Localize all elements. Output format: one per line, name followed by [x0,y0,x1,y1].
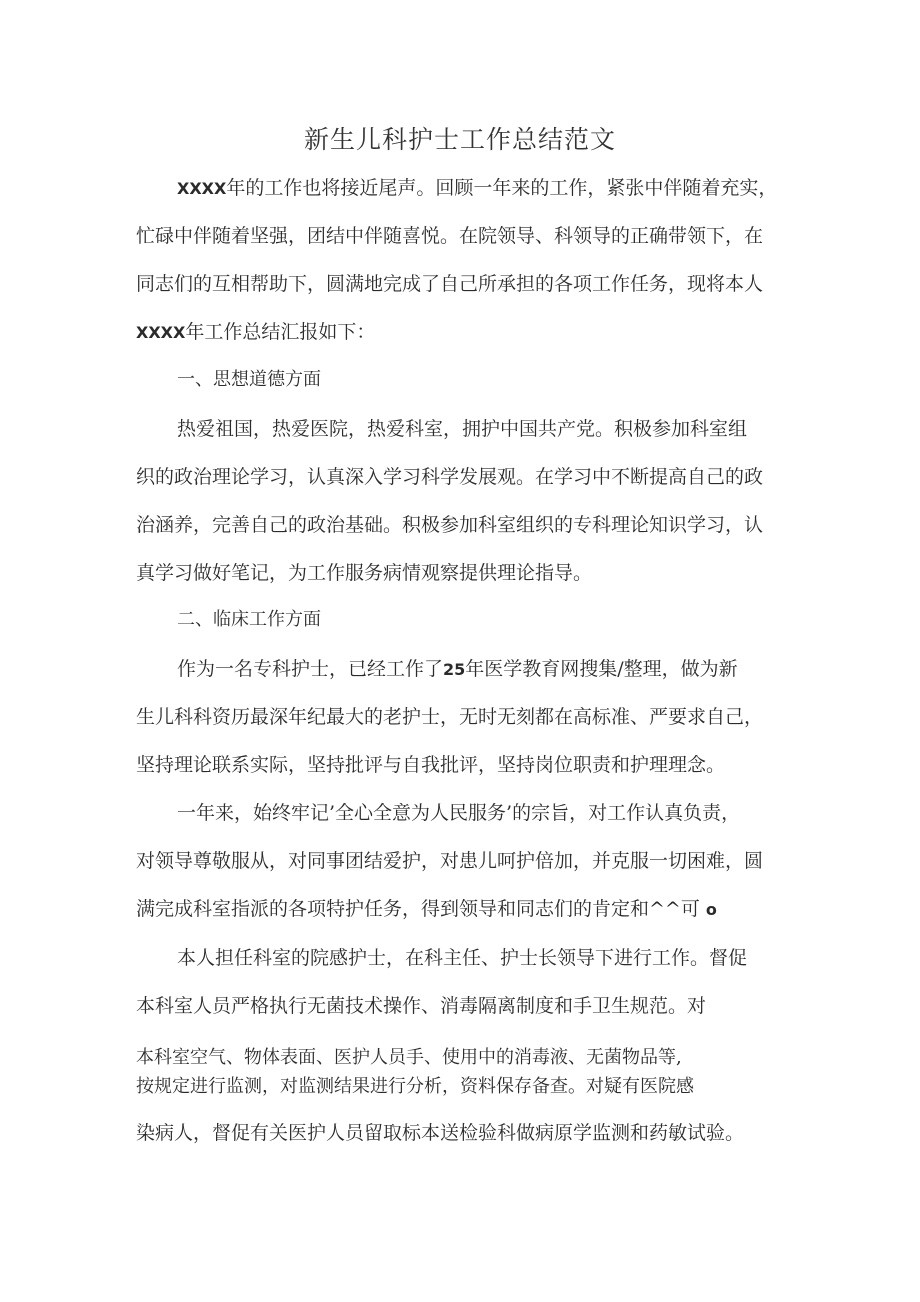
paragraph-2-line-3: 治涵养，完善自己的政治基础。积极参加科室组织的专科理论知识学习，认 [136,514,764,536]
paragraph-1-line-4 [136,320,375,345]
year-placeholder: XXXX [177,179,227,198]
text-span: 满完成科室指派的各项特护任务，得到领导和同志们的肯定和 [136,898,650,920]
text-span: 年工作总结汇报如下： [185,321,376,343]
text-span: ^^可 [649,898,700,920]
paragraph-3-line-3: 坚持理论联系实际，坚持批评与自我批评，坚持岗位职责和护理理念。 [136,754,726,776]
document-title: 新生儿科护士工作总结范文 [303,125,616,154]
paragraph-3-line-2: 生儿科科资历最深年纪最大的老护士，无时无刻都在高标准、严要求自己， [136,706,764,728]
year-placeholder: XXXX [136,323,186,342]
section-heading-1: 一、思想道德方面 [177,369,321,390]
paragraph-5-line-2: 本科室人员严格执行无菌技术操作、消毒隔离制度和手卫生规范。对 [136,995,707,1017]
paragraph-2-line-2: 织的政治理论学习，认真深入学习科学发展观。在学习中不断提高自己的政 [136,466,764,488]
paragraph-5-line-5: 染病人，督促有关医护人员留取标本送检验科做病原学监测和药敏试验。 [136,1122,745,1144]
stray-character: o [705,900,717,919]
paragraph-5-line-3: 本科室空气、物体表面、医护人员手、使用中的消毒液、无菌物品等, [136,1047,682,1068]
text-span: 年的工作也将接近尾声。回顾一年来的工作，紧张中伴随着充实， [226,177,778,199]
paragraph-4-line-3 [136,897,717,922]
years-number: 25 [443,660,466,679]
paragraph-4-line-1: 一年来，始终牢记’全心全意为人民服务’的宗旨，对工作认真负责， [177,802,741,824]
paragraph-4-line-2: 对领导尊敬服从，对同事团结爱护，对患儿呵护倍加，并克服一切困难，圆 [136,850,764,872]
paragraph-3-line-1 [177,657,738,682]
paragraph-1-line-3: 同志们的互相帮助下，圆满地完成了自己所承担的各项工作任务，现将本人 [136,273,764,295]
text-span: 年医学教育网搜集/整理，做为新 [465,658,738,680]
section-heading-2: 二、临床工作方面 [177,609,321,630]
paragraph-5-line-4: 按规定进行监测，对监测结果进行分析，资料保存备查。对疑有医院感 [136,1076,694,1097]
paragraph-1-line-2: 忙碌中伴随着坚强，团结中伴随喜悦。在院领导、科领导的正确带领下，在 [136,225,764,247]
paragraph-2-line-4: 真学习做好笔记，为工作服务病情观察提供理论指导。 [136,562,593,584]
text-span: 作为一名专科护士，已经工作了 [177,658,444,680]
paragraph-5-line-1: 本人担任科室的院感护士，在科主任、护士长领导下进行工作。督促 [177,947,748,969]
paragraph-1-line-1 [177,176,777,201]
paragraph-2-line-1: 热爱祖国，热爱医院，热爱科室，拥护中国共产党。积极参加科室组 [177,418,748,440]
